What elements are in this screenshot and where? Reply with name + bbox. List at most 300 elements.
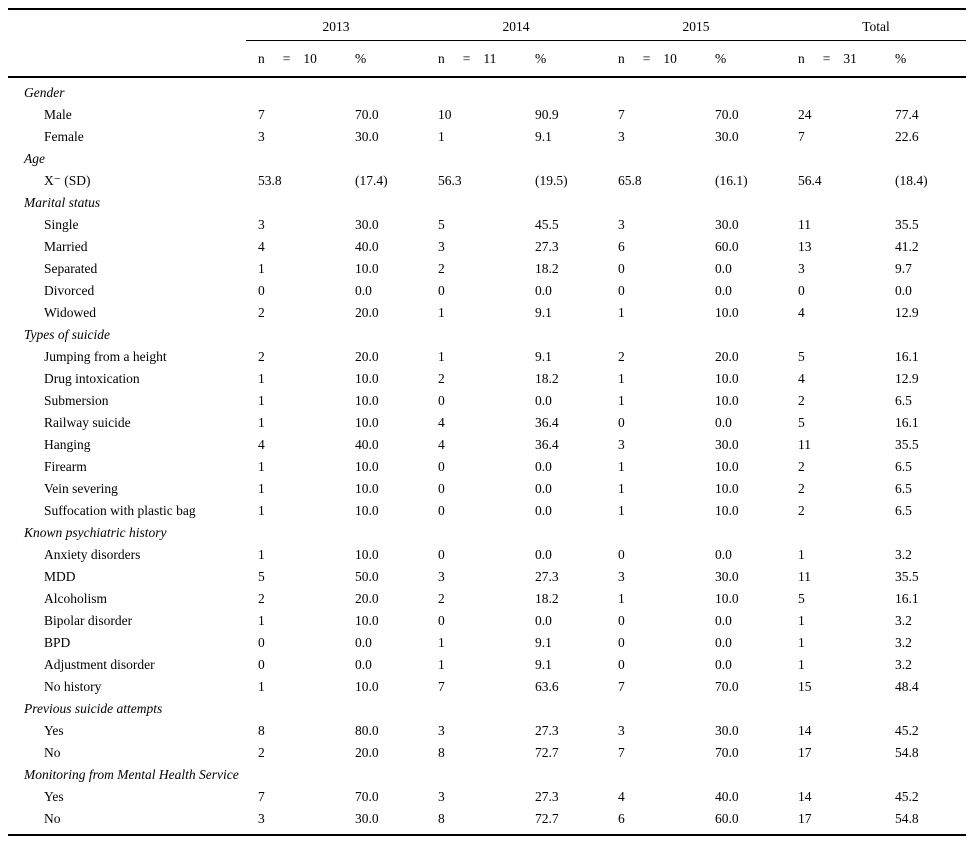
table-row bbox=[8, 478, 966, 500]
percent-cell: 30.0 bbox=[715, 569, 739, 584]
count-cell: 4 bbox=[258, 437, 265, 452]
count-cell: 56.4 bbox=[798, 173, 822, 188]
row-label: No bbox=[44, 811, 61, 826]
count-cell: 0 bbox=[618, 657, 625, 672]
count-cell: 13 bbox=[798, 239, 812, 254]
percent-cell: 70.0 bbox=[355, 107, 379, 122]
percent-cell: 45.2 bbox=[895, 723, 919, 738]
row-label: Railway suicide bbox=[44, 415, 131, 430]
count-cell: 1 bbox=[258, 393, 265, 408]
table-row bbox=[8, 456, 966, 478]
percent-cell: 12.9 bbox=[895, 371, 919, 386]
row-label: No history bbox=[44, 679, 102, 694]
percent-cell: 6.5 bbox=[895, 481, 912, 496]
row-label: Widowed bbox=[44, 305, 96, 320]
count-cell: 0 bbox=[618, 635, 625, 650]
percent-cell: 6.5 bbox=[895, 503, 912, 518]
count-cell: 1 bbox=[438, 129, 445, 144]
equals-sign: = bbox=[282, 50, 291, 66]
table-row bbox=[8, 126, 966, 148]
percent-cell: 10.0 bbox=[355, 613, 379, 628]
percent-cell: 0.0 bbox=[715, 635, 732, 650]
row-label: Marital status bbox=[24, 195, 101, 210]
percent-cell: 70.0 bbox=[355, 789, 379, 804]
count-cell bbox=[426, 148, 523, 170]
count-cell: 3 bbox=[618, 437, 625, 452]
count-cell: 5 bbox=[258, 569, 265, 584]
percent-cell: 10.0 bbox=[715, 459, 739, 474]
percent-cell bbox=[523, 764, 606, 786]
percent-cell: 18.2 bbox=[535, 591, 559, 606]
year-header-total: Total bbox=[862, 19, 890, 34]
count-cell bbox=[786, 324, 883, 346]
percent-cell bbox=[703, 698, 786, 720]
count-cell: 7 bbox=[618, 679, 625, 694]
percent-cell: 27.3 bbox=[535, 789, 559, 804]
count-cell: 53.8 bbox=[258, 173, 282, 188]
table-row bbox=[8, 390, 966, 412]
n-value: 31 bbox=[843, 50, 857, 66]
n-label: n bbox=[438, 50, 445, 66]
percent-cell: (16.1) bbox=[715, 173, 748, 188]
count-cell: 1 bbox=[438, 635, 445, 650]
percent-cell: 30.0 bbox=[715, 217, 739, 232]
count-cell: 0 bbox=[258, 657, 265, 672]
percent-cell: 22.6 bbox=[895, 129, 919, 144]
percent-cell: 0.0 bbox=[715, 283, 732, 298]
percent-cell: 0.0 bbox=[535, 459, 552, 474]
row-label: MDD bbox=[44, 569, 76, 584]
percent-cell bbox=[703, 82, 786, 104]
percent-cell bbox=[883, 522, 966, 544]
count-cell: 0 bbox=[438, 283, 445, 298]
row-label: Firearm bbox=[44, 459, 87, 474]
count-cell: 1 bbox=[618, 371, 625, 386]
percent-cell: 60.0 bbox=[715, 239, 739, 254]
percent-label: % bbox=[895, 50, 907, 66]
count-cell: 1 bbox=[258, 481, 265, 496]
percent-cell: 16.1 bbox=[895, 591, 919, 606]
percent-label: % bbox=[355, 50, 367, 66]
percent-cell: 10.0 bbox=[715, 305, 739, 320]
count-cell: 14 bbox=[798, 723, 812, 738]
percent-cell: 30.0 bbox=[355, 129, 379, 144]
equals-sign: = bbox=[642, 50, 651, 66]
count-cell bbox=[426, 82, 523, 104]
count-cell bbox=[606, 82, 703, 104]
count-cell: 2 bbox=[798, 503, 805, 518]
count-cell bbox=[606, 764, 703, 786]
percent-cell: 90.9 bbox=[535, 107, 559, 122]
percent-cell: 30.0 bbox=[715, 129, 739, 144]
table-row bbox=[8, 236, 966, 258]
count-cell: 2 bbox=[438, 261, 445, 276]
percent-cell: 0.0 bbox=[535, 481, 552, 496]
count-cell: 2 bbox=[258, 745, 265, 760]
count-cell: 0 bbox=[258, 283, 265, 298]
percent-cell: 10.0 bbox=[715, 393, 739, 408]
percent-cell: 3.2 bbox=[895, 547, 912, 562]
percent-cell: 30.0 bbox=[715, 437, 739, 452]
n-header-cell-2015 bbox=[606, 51, 703, 67]
row-label: Alcoholism bbox=[44, 591, 107, 606]
count-cell: 65.8 bbox=[618, 173, 642, 188]
count-cell: 11 bbox=[798, 217, 811, 232]
percent-cell bbox=[523, 698, 606, 720]
table-row bbox=[8, 214, 966, 236]
count-cell: 17 bbox=[798, 745, 812, 760]
count-cell bbox=[786, 192, 883, 214]
count-cell: 3 bbox=[438, 723, 445, 738]
row-label: X⁻ (SD) bbox=[44, 173, 91, 188]
percent-cell: 40.0 bbox=[355, 437, 379, 452]
count-cell: 0 bbox=[618, 415, 625, 430]
count-cell: 2 bbox=[618, 349, 625, 364]
percent-label: % bbox=[535, 50, 547, 66]
row-label: Yes bbox=[44, 789, 64, 804]
percent-cell bbox=[343, 522, 426, 544]
percent-cell: 50.0 bbox=[355, 569, 379, 584]
n-header-cell-2014 bbox=[426, 51, 523, 67]
count-cell: 0 bbox=[438, 459, 445, 474]
count-cell: 15 bbox=[798, 679, 812, 694]
count-cell: 2 bbox=[258, 349, 265, 364]
percent-cell: 3.2 bbox=[895, 657, 912, 672]
count-cell: 2 bbox=[258, 305, 265, 320]
count-cell: 2 bbox=[798, 481, 805, 496]
percent-cell: 80.0 bbox=[355, 723, 379, 738]
count-cell: 6 bbox=[618, 811, 625, 826]
percent-cell bbox=[523, 148, 606, 170]
percent-cell: 0.0 bbox=[715, 613, 732, 628]
count-cell: 3 bbox=[798, 261, 805, 276]
count-cell bbox=[606, 522, 703, 544]
percent-cell: 12.9 bbox=[895, 305, 919, 320]
percent-cell bbox=[883, 148, 966, 170]
percent-cell: 9.1 bbox=[535, 129, 552, 144]
count-cell bbox=[426, 698, 523, 720]
percent-cell bbox=[883, 324, 966, 346]
percent-cell: 10.0 bbox=[355, 679, 379, 694]
count-cell: 8 bbox=[258, 723, 265, 738]
count-cell: 24 bbox=[798, 107, 812, 122]
subheader-row bbox=[8, 41, 966, 78]
table-row bbox=[8, 302, 966, 324]
count-cell: 1 bbox=[618, 503, 625, 518]
percent-cell: 9.7 bbox=[895, 261, 912, 276]
row-label: Hanging bbox=[44, 437, 91, 452]
percent-cell: 0.0 bbox=[535, 613, 552, 628]
count-cell bbox=[786, 698, 883, 720]
table-row bbox=[8, 544, 966, 566]
table-row bbox=[8, 742, 966, 764]
row-label: Submersion bbox=[44, 393, 109, 408]
percent-cell: 10.0 bbox=[355, 459, 379, 474]
row-label: Known psychiatric history bbox=[24, 525, 167, 540]
count-cell: 1 bbox=[258, 547, 265, 562]
percent-cell: 0.0 bbox=[355, 283, 372, 298]
table-row bbox=[8, 368, 966, 390]
row-label: Vein severing bbox=[44, 481, 118, 496]
percent-cell: 30.0 bbox=[355, 217, 379, 232]
table-row bbox=[8, 566, 966, 588]
percent-cell: 30.0 bbox=[715, 723, 739, 738]
count-cell: 5 bbox=[798, 349, 805, 364]
percent-header-cell-2013 bbox=[343, 51, 426, 67]
count-cell: 4 bbox=[438, 437, 445, 452]
row-label: Age bbox=[24, 151, 45, 166]
year-groups bbox=[246, 10, 966, 41]
count-cell: 14 bbox=[798, 789, 812, 804]
percent-cell bbox=[343, 82, 426, 104]
count-cell: 0 bbox=[618, 613, 625, 628]
table-row bbox=[8, 104, 966, 126]
count-cell: 7 bbox=[618, 107, 625, 122]
percent-cell bbox=[523, 522, 606, 544]
percent-cell: 0.0 bbox=[715, 261, 732, 276]
percent-cell: 10.0 bbox=[355, 415, 379, 430]
percent-cell: 16.1 bbox=[895, 349, 919, 364]
percent-cell: 0.0 bbox=[535, 503, 552, 518]
row-label: Suffocation with plastic bag bbox=[44, 503, 196, 518]
percent-cell: 18.2 bbox=[535, 371, 559, 386]
percent-cell: 10.0 bbox=[715, 371, 739, 386]
percent-cell: 72.7 bbox=[535, 811, 559, 826]
percent-cell: 0.0 bbox=[535, 283, 552, 298]
percent-cell: 77.4 bbox=[895, 107, 919, 122]
label-column-spacer bbox=[8, 10, 246, 41]
section-row bbox=[8, 82, 966, 104]
summary-table bbox=[8, 8, 966, 836]
table-row bbox=[8, 610, 966, 632]
percent-cell bbox=[883, 192, 966, 214]
percent-cell: 3.2 bbox=[895, 635, 912, 650]
n-label: n bbox=[798, 50, 805, 66]
row-label: Married bbox=[44, 239, 88, 254]
table-row bbox=[8, 786, 966, 808]
percent-cell: 27.3 bbox=[535, 723, 559, 738]
percent-cell: 16.1 bbox=[895, 415, 919, 430]
n-value: 10 bbox=[663, 50, 677, 66]
count-cell: 1 bbox=[258, 613, 265, 628]
count-cell bbox=[246, 522, 343, 544]
count-cell: 2 bbox=[798, 459, 805, 474]
percent-cell bbox=[703, 148, 786, 170]
count-cell: 1 bbox=[258, 371, 265, 386]
table-row bbox=[8, 434, 966, 456]
table-body bbox=[8, 78, 966, 834]
row-label: Anxiety disorders bbox=[44, 547, 141, 562]
count-cell bbox=[426, 522, 523, 544]
percent-cell: 35.5 bbox=[895, 437, 919, 452]
count-cell bbox=[426, 324, 523, 346]
n-label: n bbox=[618, 50, 625, 66]
count-cell: 6 bbox=[618, 239, 625, 254]
count-cell: 3 bbox=[438, 789, 445, 804]
count-cell: 0 bbox=[438, 503, 445, 518]
count-cell bbox=[246, 148, 343, 170]
count-cell bbox=[426, 764, 523, 786]
table-row bbox=[8, 588, 966, 610]
count-cell: 8 bbox=[438, 745, 445, 760]
year-header-2013: 2013 bbox=[322, 19, 350, 34]
percent-cell: 3.2 bbox=[895, 613, 912, 628]
percent-cell bbox=[523, 192, 606, 214]
percent-cell: 9.1 bbox=[535, 635, 552, 650]
count-cell: 4 bbox=[258, 239, 265, 254]
count-cell: 3 bbox=[258, 811, 265, 826]
count-cell: 7 bbox=[618, 745, 625, 760]
section-row bbox=[8, 698, 966, 720]
count-cell: 3 bbox=[618, 569, 625, 584]
section-row bbox=[8, 192, 966, 214]
percent-cell: 6.5 bbox=[895, 459, 912, 474]
count-cell: 1 bbox=[258, 679, 265, 694]
percent-cell: 70.0 bbox=[715, 679, 739, 694]
percent-cell: 40.0 bbox=[355, 239, 379, 254]
count-cell: 1 bbox=[618, 591, 625, 606]
count-cell bbox=[606, 192, 703, 214]
percent-cell: 48.4 bbox=[895, 679, 919, 694]
percent-cell: 20.0 bbox=[355, 745, 379, 760]
n-header-cell-2013 bbox=[246, 51, 343, 67]
count-cell: 0 bbox=[438, 613, 445, 628]
percent-cell bbox=[523, 82, 606, 104]
count-cell: 1 bbox=[258, 261, 265, 276]
percent-cell: (19.5) bbox=[535, 173, 568, 188]
n-label: n bbox=[258, 50, 265, 66]
section-row bbox=[8, 148, 966, 170]
percent-cell: 70.0 bbox=[715, 745, 739, 760]
row-label: Jumping from a height bbox=[44, 349, 167, 364]
table-row bbox=[8, 412, 966, 434]
row-label: Divorced bbox=[44, 283, 95, 298]
row-label: No bbox=[44, 745, 61, 760]
percent-cell bbox=[703, 192, 786, 214]
percent-cell: (18.4) bbox=[895, 173, 928, 188]
percent-cell: 10.0 bbox=[355, 261, 379, 276]
row-label: Adjustment disorder bbox=[44, 657, 155, 672]
percent-cell bbox=[703, 324, 786, 346]
percent-cell: 0.0 bbox=[355, 657, 372, 672]
table-row bbox=[8, 258, 966, 280]
count-cell: 7 bbox=[258, 789, 265, 804]
row-label: Female bbox=[44, 129, 84, 144]
percent-cell: 0.0 bbox=[535, 393, 552, 408]
percent-header-cell-2014 bbox=[523, 51, 606, 67]
percent-cell: 10.0 bbox=[715, 481, 739, 496]
row-label: Previous suicide attempts bbox=[24, 701, 163, 716]
table-row bbox=[8, 280, 966, 302]
percent-cell: 35.5 bbox=[895, 569, 919, 584]
row-label: Male bbox=[44, 107, 72, 122]
percent-cell: 9.1 bbox=[535, 305, 552, 320]
year-header-2015: 2015 bbox=[682, 19, 710, 34]
count-cell bbox=[786, 764, 883, 786]
count-cell: 0 bbox=[618, 261, 625, 276]
count-cell: 1 bbox=[258, 415, 265, 430]
percent-header-cell-total bbox=[883, 51, 966, 67]
count-cell bbox=[786, 522, 883, 544]
n-value: 10 bbox=[303, 50, 317, 66]
percent-cell: 10.0 bbox=[715, 503, 739, 518]
row-label: Drug intoxication bbox=[44, 371, 140, 386]
percent-cell: 9.1 bbox=[535, 349, 552, 364]
row-label: Bipolar disorder bbox=[44, 613, 133, 628]
percent-cell: 0.0 bbox=[355, 635, 372, 650]
percent-cell: 0.0 bbox=[895, 283, 912, 298]
percent-cell: 45.5 bbox=[535, 217, 559, 232]
table-row bbox=[8, 720, 966, 742]
table-row bbox=[8, 500, 966, 522]
table-row bbox=[8, 808, 966, 830]
count-cell: 1 bbox=[438, 657, 445, 672]
percent-cell: 72.7 bbox=[535, 745, 559, 760]
count-cell: 3 bbox=[618, 217, 625, 232]
equals-sign: = bbox=[822, 50, 831, 66]
percent-cell bbox=[703, 764, 786, 786]
percent-cell: 10.0 bbox=[715, 591, 739, 606]
row-label: Types of suicide bbox=[24, 327, 110, 342]
n-value: 11 bbox=[483, 50, 497, 66]
percent-cell bbox=[883, 698, 966, 720]
count-cell: 3 bbox=[258, 129, 265, 144]
row-label: Monitoring from Mental Health Service bbox=[24, 767, 239, 782]
percent-cell: 36.4 bbox=[535, 437, 559, 452]
percent-cell: 30.0 bbox=[355, 811, 379, 826]
count-cell: 0 bbox=[618, 283, 625, 298]
percent-cell bbox=[883, 82, 966, 104]
percent-cell bbox=[523, 324, 606, 346]
percent-cell: 40.0 bbox=[715, 789, 739, 804]
count-cell: 1 bbox=[258, 503, 265, 518]
n-header-cell-total bbox=[786, 51, 883, 67]
row-label: Separated bbox=[44, 261, 98, 276]
count-cell: 3 bbox=[618, 129, 625, 144]
percent-cell: 20.0 bbox=[715, 349, 739, 364]
count-cell: 0 bbox=[798, 283, 805, 298]
count-cell: 2 bbox=[258, 591, 265, 606]
percent-cell bbox=[343, 698, 426, 720]
count-cell bbox=[786, 148, 883, 170]
count-cell bbox=[246, 698, 343, 720]
count-cell: 1 bbox=[438, 349, 445, 364]
year-header-2014: 2014 bbox=[502, 19, 530, 34]
count-cell: 1 bbox=[618, 305, 625, 320]
row-label: Yes bbox=[44, 723, 64, 738]
count-cell: 4 bbox=[438, 415, 445, 430]
row-label: BPD bbox=[44, 635, 71, 650]
count-cell: 1 bbox=[798, 613, 805, 628]
count-cell bbox=[246, 192, 343, 214]
percent-cell bbox=[343, 324, 426, 346]
count-cell: 2 bbox=[438, 371, 445, 386]
percent-cell: 0.0 bbox=[535, 547, 552, 562]
percent-cell: 18.2 bbox=[535, 261, 559, 276]
count-cell: 5 bbox=[798, 591, 805, 606]
table-row bbox=[8, 654, 966, 676]
percent-cell: (17.4) bbox=[355, 173, 388, 188]
percent-cell: 0.0 bbox=[715, 657, 732, 672]
count-cell: 1 bbox=[798, 635, 805, 650]
count-cell: 0 bbox=[618, 547, 625, 562]
count-cell bbox=[606, 148, 703, 170]
count-cell: 0 bbox=[258, 635, 265, 650]
count-cell: 1 bbox=[258, 459, 265, 474]
table-row bbox=[8, 676, 966, 698]
count-cell: 1 bbox=[438, 305, 445, 320]
count-cell: 0 bbox=[438, 481, 445, 496]
